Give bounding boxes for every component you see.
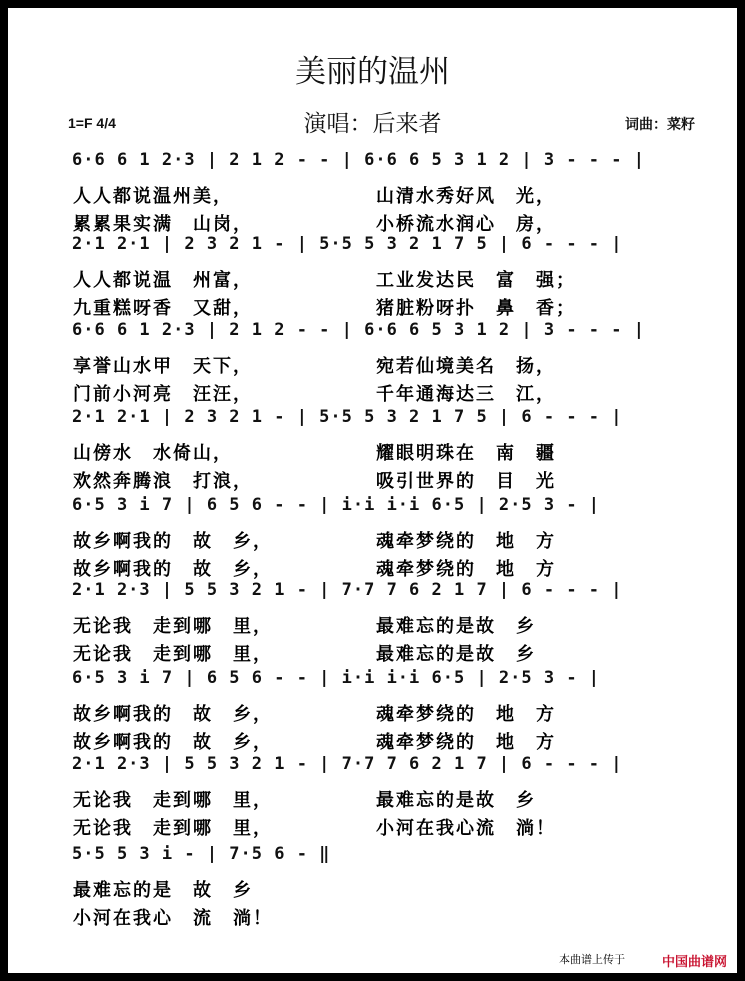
lyric-line: 无论我 走到哪 里，: [73, 818, 273, 839]
lyric-line: 最难忘的是故 乡: [376, 644, 536, 665]
lyric-line: 故乡啊我的 故 乡，: [73, 531, 273, 552]
notation-row: 6·5 3 i 7 | 6 5 6 - - | i·i i·i 6·5 | 2·5 3 - |: [72, 668, 601, 688]
logo-text: 中国曲谱网: [661, 955, 727, 970]
notation-row: 6·6 6 1 2·3 | 2 1 2 - - | 6·6 6 5 3 1 2 | 3 - - - |: [72, 320, 645, 340]
lyric-line: 故乡啊我的 故 乡，: [73, 732, 273, 753]
lyric-line: 欢然奔腾浪 打浪，: [73, 471, 253, 492]
lyric-line: 工业发达民 富 强；: [376, 270, 576, 291]
lyric-line: 魂牵梦绕的 地 方: [376, 704, 556, 725]
lyric-line: 最难忘的是 故 乡: [73, 880, 253, 901]
singer-label: 演唱：后来者: [303, 111, 442, 137]
notation-row: 2·1 2·3 | 5 5 3 2 1 - | 7·7 7 6 2 1 7 | 6 - - - |: [72, 754, 623, 774]
lyric-line: 人人都说温州美，: [73, 186, 233, 207]
lyric-line: 小河在我心流 淌！: [376, 818, 556, 839]
lyric-line: 无论我 走到哪 里，: [73, 616, 273, 637]
lyric-line: 享誉山水甲 天下，: [73, 356, 253, 377]
notation-row: 2·1 2·3 | 5 5 3 2 1 - | 7·7 7 6 2 1 7 | 6 - - - |: [72, 580, 623, 600]
lyric-line: 人人都说温 州富，: [73, 270, 253, 291]
lyric-line: 魂牵梦绕的 地 方: [376, 559, 556, 580]
lyric-line: 无论我 走到哪 里，: [73, 790, 273, 811]
credit-label: 词曲：菜籽: [625, 117, 695, 133]
lyric-line: 山清水秀好风 光，: [376, 186, 556, 207]
notation-row: 2·1 2·1 | 2 3 2 1 - | 5·5 5 3 2 1 7 5 | 6 - - - |: [72, 407, 623, 427]
lyric-line: 小桥流水润心 房，: [376, 214, 556, 235]
lyric-line: 吸引世界的 目 光: [376, 471, 556, 492]
notation-row: 2·1 2·1 | 2 3 2 1 - | 5·5 5 3 2 1 7 5 | 6 - - - |: [72, 234, 623, 254]
lyric-line: 累累果实满 山岗，: [73, 214, 253, 235]
notation-row: 5·5 5 3 i - | 7·5 6 - ‖: [72, 844, 331, 864]
lyric-line: 魂牵梦绕的 地 方: [376, 531, 556, 552]
lyric-line: 故乡啊我的 故 乡，: [73, 704, 273, 725]
lyric-line: 千年通海达三 江，: [376, 384, 556, 405]
key-signature: 1=F 4/4: [68, 115, 116, 131]
lyric-line: 九重糕呀香 又甜，: [73, 298, 253, 319]
notation-row: 6·5 3 i 7 | 6 5 6 - - | i·i i·i 6·5 | 2·5 3 - |: [72, 495, 601, 515]
score-sheet: [8, 8, 737, 973]
lyric-line: 门前小河亮 汪汪，: [73, 384, 253, 405]
site-logo: [662, 951, 727, 970]
lyric-line: 最难忘的是故 乡: [376, 790, 536, 811]
notation-row: 6·6 6 1 2·3 | 2 1 2 - - | 6·6 6 5 3 1 2 | 3 - - - |: [72, 150, 645, 170]
lyric-line: 小河在我心 流 淌！: [73, 908, 273, 929]
lyric-line: 魂牵梦绕的 地 方: [376, 732, 556, 753]
lyric-line: 山傍水 水倚山，: [73, 443, 233, 464]
lyric-line: 猪脏粉呀扑 鼻 香；: [376, 298, 576, 319]
upload-note: 本曲谱上传于: [559, 953, 625, 966]
lyric-line: 故乡啊我的 故 乡，: [73, 559, 273, 580]
lyric-line: 耀眼明珠在 南 疆: [376, 443, 556, 464]
lyric-line: 宛若仙境美名 扬，: [376, 356, 556, 377]
song-title: 美丽的温州: [295, 54, 450, 90]
lyric-line: 无论我 走到哪 里，: [73, 644, 273, 665]
lyric-line: 最难忘的是故 乡: [376, 616, 536, 637]
